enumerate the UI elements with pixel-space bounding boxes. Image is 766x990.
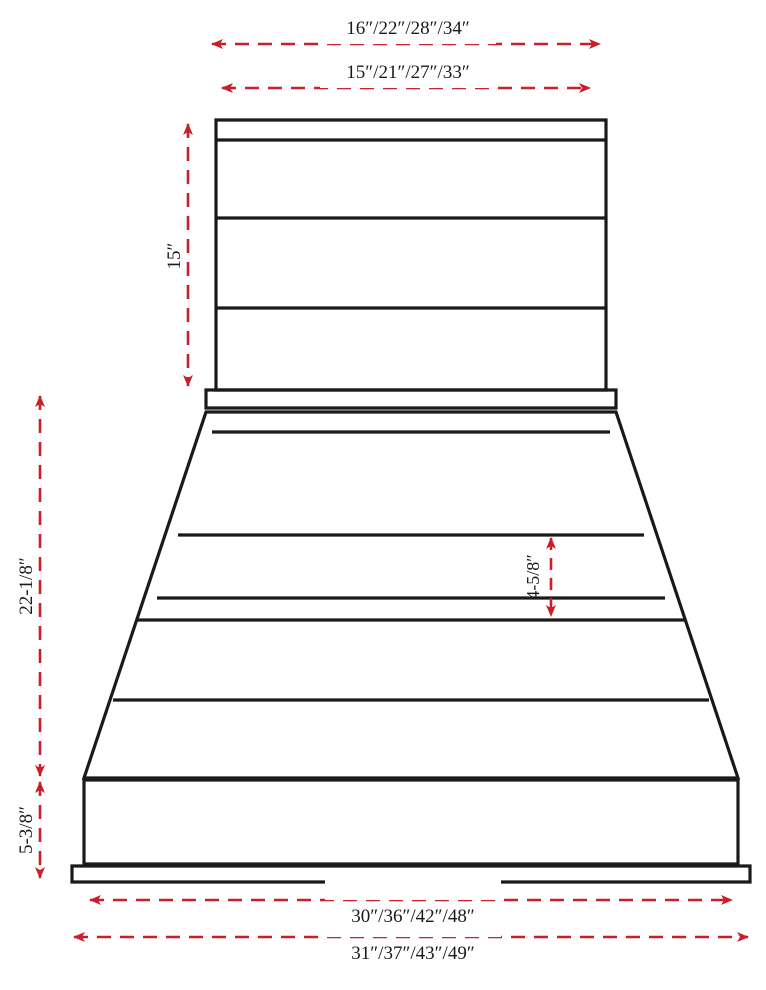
label-base-height: 5-3/8″: [16, 805, 37, 855]
chimney-body: [216, 120, 606, 390]
canopy-body: [84, 412, 738, 778]
transition-plate: [206, 390, 616, 408]
dimension-labels: [16, 18, 543, 964]
label-canopy-height: 22-1/8″: [16, 557, 37, 615]
label-bg-bottom-inner: [325, 874, 501, 900]
label-bottom-outer-width: 31″/37″/43″/49″: [351, 943, 475, 964]
label-chimney-height: 15″: [164, 242, 185, 270]
hood-outline: [72, 120, 750, 882]
label-band-height: 4-5/8″: [523, 554, 543, 600]
label-top-inner-width: 15″/21″/27″/33″: [346, 62, 470, 83]
label-top-outer-width: 16″/22″/28″/34″: [346, 18, 470, 39]
base-band: [84, 780, 738, 864]
label-bottom-inner-width: 30″/36″/42″/48″: [351, 906, 475, 927]
